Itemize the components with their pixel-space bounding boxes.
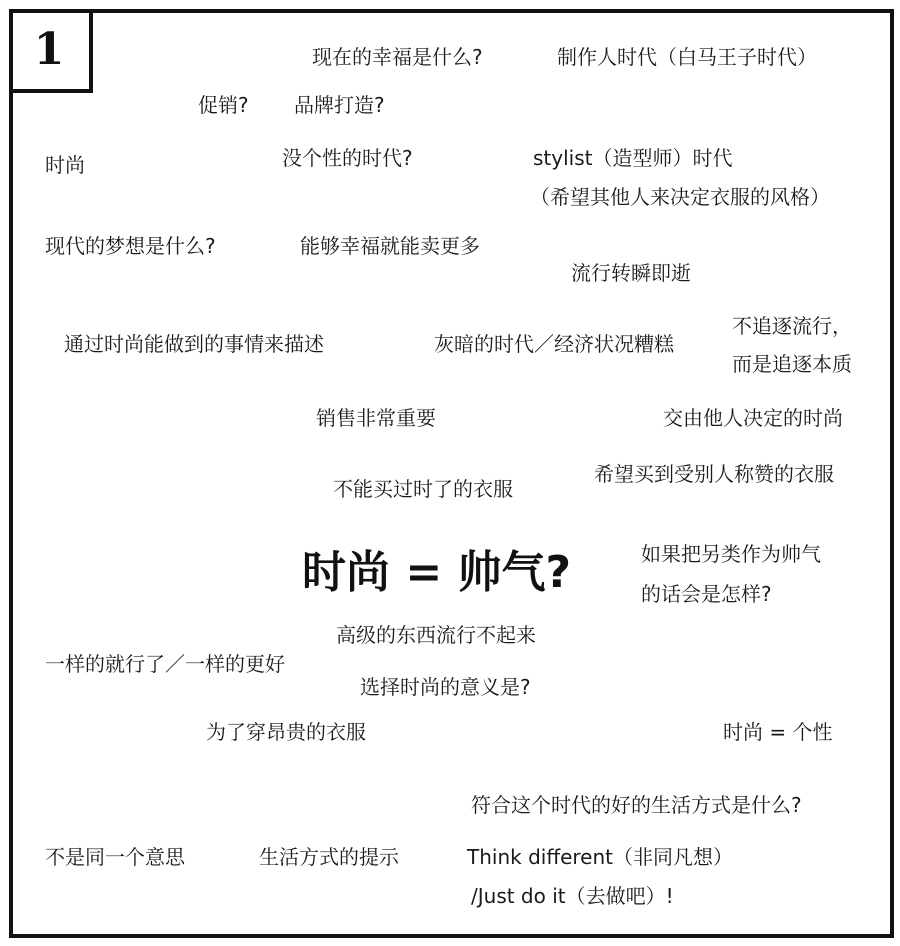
- phrase-chase-essence: 而是追逐本质: [732, 352, 852, 376]
- phrase-describe-by-fashion: 通过时尚能做到的事情来描述: [64, 332, 324, 356]
- phrase-gloomy-era: 灰暗的时代／经济状况糟糕: [434, 332, 674, 356]
- phrase-stylist-era: stylist（造型师）时代: [533, 146, 733, 170]
- phrase-others-decide-style: （希望其他人来决定衣服的风格）: [530, 185, 830, 209]
- phrase-fashion: 时尚: [45, 153, 85, 177]
- phrase-sales-important: 销售非常重要: [316, 406, 436, 430]
- phrase-what-if: 的话会是怎样?: [641, 582, 772, 606]
- phrase-meaning-of-choosing: 选择时尚的意义是?: [360, 675, 531, 699]
- phrase-trends-fleeting: 流行转瞬即逝: [571, 261, 691, 285]
- phrase-want-praised-clothes: 希望买到受别人称赞的衣服: [594, 462, 834, 486]
- phrase-think-different: Think different（非同凡想）: [467, 845, 734, 869]
- phrase-luxury-not-popular: 高级的东西流行不起来: [336, 623, 536, 647]
- phrase-not-same-meaning: 不是同一个意思: [45, 845, 185, 869]
- phrase-others-decide-fashion: 交由他人决定的时尚: [663, 406, 843, 430]
- phrase-producer-era: 制作人时代（白马王子时代）: [557, 45, 817, 69]
- headline: 时尚 = 帅气?: [302, 547, 572, 598]
- section-number: 1: [9, 9, 93, 93]
- phrase-alternative-as-cool: 如果把另类作为帅气: [641, 542, 821, 566]
- phrase-current-happiness: 现在的幸福是什么?: [312, 45, 483, 69]
- phrase-expensive-clothes: 为了穿昂贵的衣服: [206, 720, 366, 744]
- phrase-not-chasing-trends: 不追逐流行，: [732, 314, 852, 338]
- phrase-modern-dream: 现代的梦想是什么?: [45, 234, 216, 258]
- phrase-cannot-buy-outdated: 不能买过时了的衣服: [333, 477, 513, 501]
- phrase-lifestyle-hint: 生活方式的提示: [259, 845, 399, 869]
- phrase-good-lifestyle: 符合这个时代的好的生活方式是什么?: [471, 793, 802, 817]
- phrase-same-is-fine: 一样的就行了／一样的更好: [45, 652, 285, 676]
- phrase-branding: 品牌打造?: [294, 93, 385, 117]
- phrase-just-do-it: /Just do it（去做吧）!: [471, 884, 674, 908]
- phrase-promotion: 促销?: [198, 93, 249, 117]
- phrase-happiness-sells: 能够幸福就能卖更多: [300, 234, 480, 258]
- phrase-no-personality-era: 没个性的时代?: [282, 146, 413, 170]
- phrase-fashion-equals-individuality: 时尚 = 个性: [723, 720, 833, 744]
